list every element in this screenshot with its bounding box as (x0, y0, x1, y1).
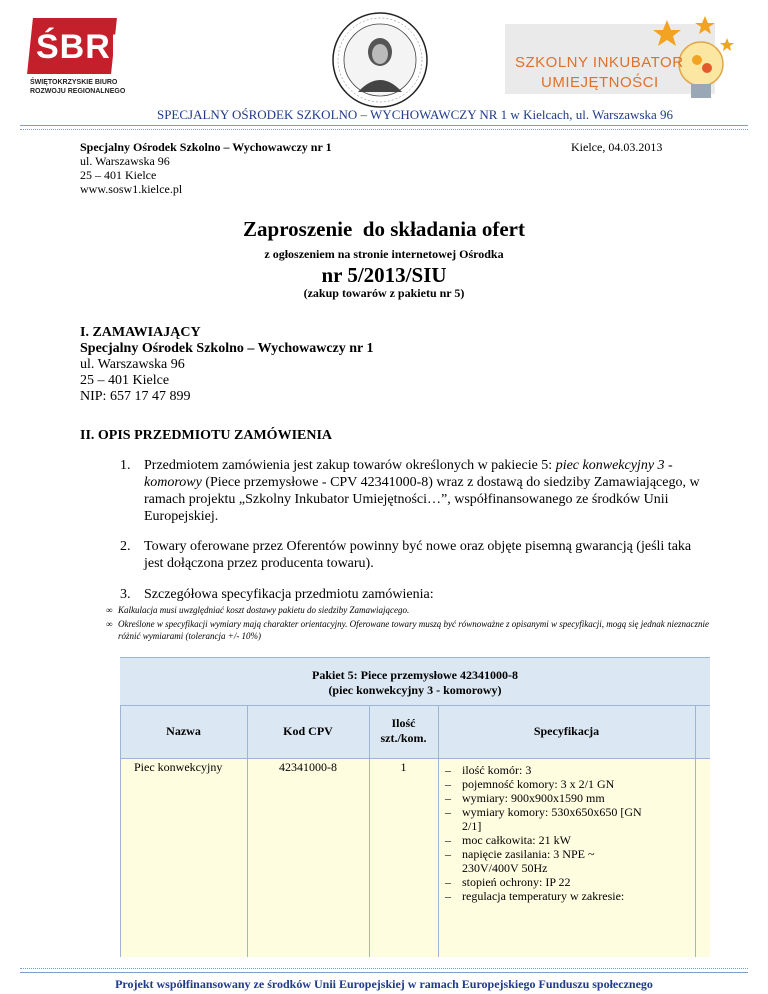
table-rule (438, 705, 439, 957)
cell-cpv: 42341000-8 (279, 760, 337, 774)
document-date: Kielce, 04.03.2013 (571, 140, 663, 154)
item-1-text-italic: piec konwekcyjny 3 - komorowy (144, 458, 673, 490)
sender-website: www.sosw1.kielce.pl (80, 182, 183, 196)
table-title (120, 657, 710, 706)
section-2-heading-text: II. OPIS PRZEDMIOTU ZAMÓWIENIA (80, 428, 333, 443)
table-rule (695, 705, 696, 957)
ordering-party-name: Specjalny Ośrodek Szkolno – Wychowawczy nr 1 (80, 341, 374, 356)
sbrr-logo-caption (30, 78, 140, 96)
inkubator-logo (505, 14, 745, 104)
table-title-line-1: Pakiet 5: Piece przemysłowe 42341000-8 (312, 668, 518, 682)
document-number: nr 5/2013/SIU (321, 263, 447, 287)
spec-item-continuation: 230V/400V 50Hz (462, 861, 548, 875)
column-header-name: Nazwa (166, 724, 201, 738)
ordering-party-nip: NIP: 657 17 47 899 (80, 389, 191, 404)
list-item-2-number: 2. (120, 539, 131, 554)
list-item-2 (120, 538, 710, 572)
note-1-bullet: ∞ (106, 605, 113, 615)
column-header-quantity-line-1: Ilość (391, 716, 416, 730)
note-1-text: Kalkulacja musi uwzględniać koszt dostawy pakietu do siedziby Zamawiającego. (118, 605, 410, 615)
column-header-specification: Specyfikacja (533, 724, 600, 738)
cell-specification (442, 763, 682, 903)
table-rule (120, 705, 710, 706)
list-item-1-number: 1. (120, 458, 131, 473)
cell-name: Piec konwekcyjny (134, 760, 223, 774)
spec-item-continuation: 2/1] (462, 819, 482, 833)
spec-item: – moc całkowita: 21 kW (442, 833, 682, 847)
cell-quantity: 1 (400, 760, 407, 774)
spec-item: – regulacja temperatury w zakresie: (442, 889, 682, 903)
inkubator-logo-line-2: UMIEJĘTNOŚCI (541, 74, 659, 91)
list-item-2-text: Towary oferowane przez Oferentów powinny być nowe oraz objęte pisemną gwarancją (jeśli taka jest dołączona przez producenta towaru). (144, 539, 692, 571)
sbrr-logo-text: ŚBRR (36, 28, 137, 66)
sbrr-logo (22, 12, 137, 104)
spec-item: – pojemność komory: 3 x 2/1 GN (442, 777, 682, 791)
column-header-quantity (369, 716, 438, 746)
sender-city: 25 – 401 Kielce (80, 168, 157, 182)
section-ordering-party (80, 325, 374, 405)
spec-item: – stopień ochrony: IP 22 (442, 875, 682, 889)
sender-address (80, 140, 332, 196)
specification-table (120, 657, 710, 957)
school-seal-logo (330, 10, 430, 110)
item-1-text-b: (Piece przemysłowe - CPV 42341000-8) wraz z dostawą do siedziby Zamawiającego, w ramach projektu „Szkolny Inkubator Umiejętności…”, współfinansowanego ze środków Unii Europejskiej. (144, 475, 700, 524)
spec-item: – wymiary: 900x900x1590 mm (442, 791, 682, 805)
table-rule (247, 705, 248, 957)
section-2-heading (80, 428, 332, 444)
sender-street: ul. Warszawska 96 (80, 154, 170, 168)
sbrr-caption-line-1: ŚWIĘTOKRZYSKIE BIURO (30, 79, 118, 86)
column-header-cpv: Kod CPV (283, 724, 333, 738)
list-item-3 (120, 586, 710, 603)
ordering-party-street: ul. Warszawska 96 (80, 357, 185, 372)
note-dimensions (106, 618, 718, 642)
ordering-party-city: 25 – 401 Kielce (80, 373, 170, 388)
sbrr-caption-line-2: ROZWOJU REGIONALNEGO (30, 88, 126, 95)
note-delivery-cost (106, 604, 718, 616)
list-item-1-text (144, 457, 710, 525)
table-rule (120, 758, 710, 759)
table-rule (120, 705, 121, 957)
list-item-3-text: Szczegółowa specyfikacja przedmiotu zamówienia: (144, 587, 434, 602)
sender-name: Specjalny Ośrodek Szkolno – Wychowawczy nr 1 (80, 140, 332, 154)
list-item-3-number: 3. (120, 587, 131, 602)
note-2-text: Określone w specyfikacji wymiary mają charakter orientacyjny. Oferowane towary muszą być równoważne z opisanymi w specyfikacji, mogą się jednak nieznacznie różnić wymiarami (tolerancja +/- 10%) (118, 619, 709, 641)
inkubator-logo-line-1: SZKOLNY INKUBATOR (515, 54, 684, 71)
list-item-1 (120, 457, 710, 525)
document-title: Zaproszenie do składania ofert (243, 217, 525, 241)
spec-item: – ilość komór: 3 (442, 763, 682, 777)
item-1-text-a: Przedmiotem zamówienia jest zakup towarów określonych w pakiecie 5: (144, 458, 556, 473)
section-1-heading: I. ZAMAWIAJĄCY (80, 325, 201, 340)
footer-funding-line: Projekt współfinansowany ze środków Unii Europejskiej w ramach Europejskiego Funduszu społecznego (115, 977, 653, 991)
footer-divider (20, 968, 748, 973)
spec-item: – napięcie zasilania: 3 NPE ~ (442, 847, 682, 861)
document-scope: (zakup towarów z pakietu nr 5) (303, 286, 465, 300)
header-institution-line: SPECJALNY OŚRODEK SZKOLNO – WYCHOWAWCZY NR 1 w Kielcach, ul. Warszawska 96 (156, 107, 674, 122)
document-subtitle: z ogłoszeniem na stronie internetowej Ośrodka (264, 247, 504, 261)
header-divider (20, 125, 748, 130)
table-title-line-2: (piec konwekcyjny 3 - komorowy) (328, 683, 502, 697)
spec-item: – wymiary komory: 530x650x650 [GN (442, 805, 682, 819)
note-2-bullet: ∞ (106, 619, 113, 629)
column-header-quantity-line-2: szt./kom. (380, 731, 427, 745)
